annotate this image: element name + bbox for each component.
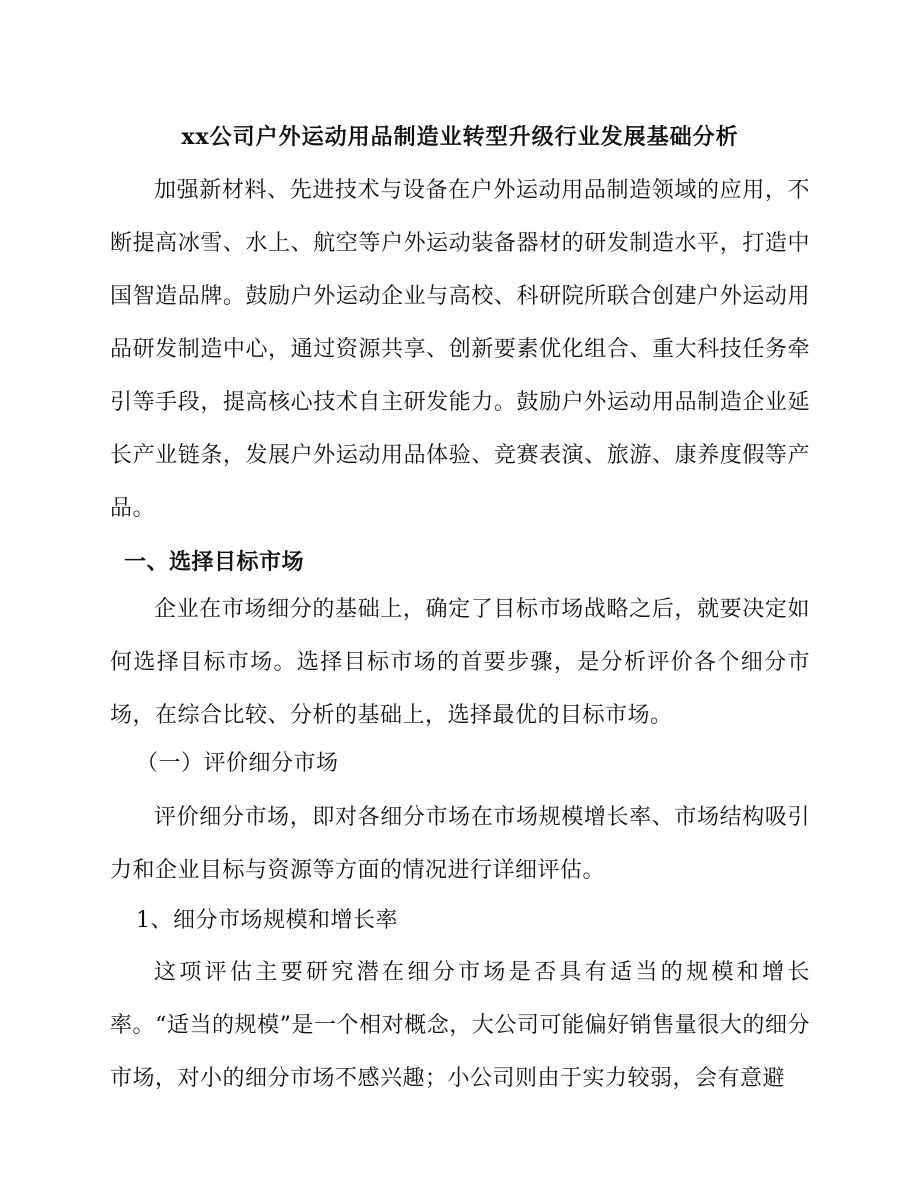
subsection-paragraph: 评价细分市场，即对各细分市场在市场规模增长率、市场结构吸引力和企业目标与资源等方面的情况进行详细评估。 <box>110 805 810 883</box>
item-heading: 1、细分市场规模和增长率 <box>136 908 398 933</box>
document-title: xx公司户外运动用品制造业转型升级行业发展基础分析 <box>181 124 739 150</box>
section-paragraph: 企业在市场细分的基础上，确定了目标市场战略之后，就要决定如何选择目标市场。选择目标市场的首要步骤，是分析评价各个细分市场，在综合比较、分析的基础上，选择最优的目标市场。 <box>110 597 810 728</box>
section-heading: 一、选择目标市场 <box>124 549 305 575</box>
intro-paragraph: 加强新材料、先进技术与设备在户外运动用品制造领域的应用，不断提高冰雪、水上、航空等户外运动装备器材的研发制造水平，打造中国智造品牌。鼓励户外运动企业与高校、科研院所联合创建户外运动用品研发制造中心，通过资源共享、创新要素优化组合、重大科技任务牵引等手段，提高核心技术自主研发能力。鼓励户外运动用品制造企业延长产业链条，发展户外运动用品体验、竞赛表演、旅游、康养度假等产品。 <box>110 178 810 521</box>
subsection-heading: （一）评价细分市场 <box>136 751 339 776</box>
item-paragraph: 这项评估主要研究潜在细分市场是否具有适当的规模和增长率。“适当的规模”是一个相对概念，大公司可能偏好销售量很大的细分市场，对小的细分市场不感兴趣；小公司则由于实力较弱，会有意避 <box>110 960 810 1091</box>
